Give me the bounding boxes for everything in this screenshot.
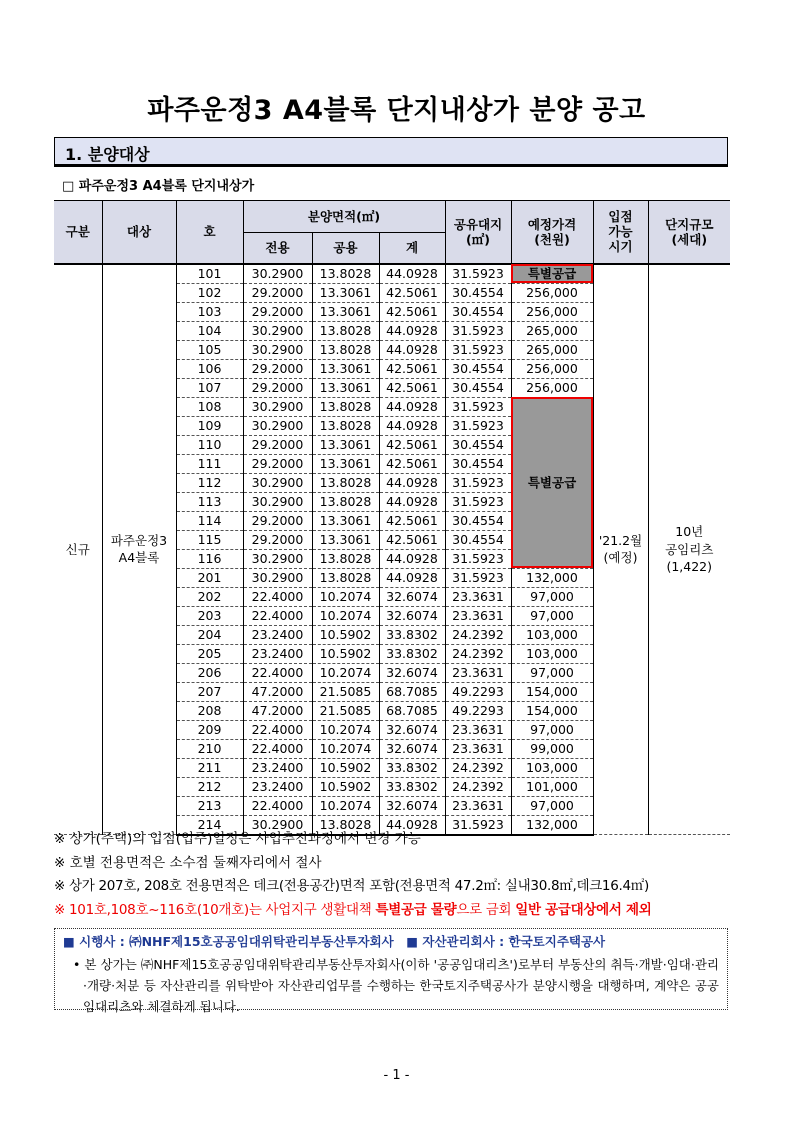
cell-price: 97,000 — [511, 720, 593, 739]
cell-common: 13.8028 — [312, 568, 379, 587]
cell-ho: 108 — [176, 397, 243, 416]
cell-land: 31.5923 — [445, 549, 511, 568]
red-note — [54, 899, 652, 923]
cell-total: 44.0928 — [379, 815, 445, 835]
cell-price: 154,000 — [511, 701, 593, 720]
cell-price-special-block: 특별공급 — [511, 397, 593, 568]
header-total: 계 — [379, 233, 445, 264]
cell-ho: 114 — [176, 511, 243, 530]
cell-land: 31.5923 — [445, 397, 511, 416]
cell-exclusive: 30.2900 — [243, 397, 312, 416]
cell-total: 68.7085 — [379, 701, 445, 720]
cell-land: 24.2392 — [445, 625, 511, 644]
cell-ho: 210 — [176, 739, 243, 758]
cell-ho: 107 — [176, 378, 243, 397]
cell-price-special: 특별공급 — [511, 264, 593, 284]
cell-common: 10.2074 — [312, 720, 379, 739]
cell-price: 97,000 — [511, 663, 593, 682]
cell-ho: 101 — [176, 264, 243, 284]
cell-exclusive: 30.2900 — [243, 815, 312, 835]
red-note-part4: 일반 공급대상에서 제외 — [515, 901, 652, 918]
cell-price: 256,000 — [511, 378, 593, 397]
units-table-body — [54, 264, 730, 835]
cell-exclusive: 47.2000 — [243, 682, 312, 701]
red-note-part3: 으로 금회 — [456, 901, 516, 918]
header-move-in: 입점 가능 시기 — [593, 201, 648, 264]
cell-price: 103,000 — [511, 625, 593, 644]
red-note-part2: 특별공급 물량 — [375, 901, 457, 918]
cell-total: 42.5061 — [379, 530, 445, 549]
cell-price: 99,000 — [511, 739, 593, 758]
cell-exclusive: 29.2000 — [243, 283, 312, 302]
cell-total: 42.5061 — [379, 359, 445, 378]
cell-common: 13.3061 — [312, 283, 379, 302]
cell-land: 23.3631 — [445, 796, 511, 815]
cell-exclusive: 29.2000 — [243, 302, 312, 321]
cell-land: 23.3631 — [445, 663, 511, 682]
cell-ho: 212 — [176, 777, 243, 796]
cell-price: 103,000 — [511, 758, 593, 777]
cell-price: 265,000 — [511, 340, 593, 359]
cell-ho: 211 — [176, 758, 243, 777]
section-heading: 1. 분양대상 — [54, 137, 728, 167]
cell-exclusive: 23.2400 — [243, 777, 312, 796]
cell-price: 103,000 — [511, 644, 593, 663]
cell-land: 31.5923 — [445, 473, 511, 492]
cell-scale: 10년 공임리츠 (1,422) — [648, 264, 730, 835]
cell-total: 68.7085 — [379, 682, 445, 701]
cell-exclusive: 30.2900 — [243, 568, 312, 587]
cell-total: 44.0928 — [379, 321, 445, 340]
cell-land: 30.4554 — [445, 454, 511, 473]
table-row — [54, 264, 730, 284]
cell-exclusive: 29.2000 — [243, 359, 312, 378]
header-price: 예정가격 (천원) — [511, 201, 593, 264]
cell-price: 101,000 — [511, 777, 593, 796]
cell-exclusive: 29.2000 — [243, 454, 312, 473]
cell-exclusive: 22.4000 — [243, 739, 312, 758]
cell-common: 13.3061 — [312, 359, 379, 378]
cell-common: 21.5085 — [312, 682, 379, 701]
cell-price: 97,000 — [511, 587, 593, 606]
cell-common: 13.8028 — [312, 340, 379, 359]
cell-ho: 111 — [176, 454, 243, 473]
cell-ho: 109 — [176, 416, 243, 435]
note-1: ※ 상가(주택)의 입점(입주)일정은 사업추진과정에서 변경 가능 — [54, 831, 421, 847]
cell-total: 44.0928 — [379, 397, 445, 416]
cell-total: 42.5061 — [379, 511, 445, 530]
cell-common: 10.2074 — [312, 606, 379, 625]
cell-price: 256,000 — [511, 302, 593, 321]
cell-ho: 214 — [176, 815, 243, 835]
cell-common: 10.5902 — [312, 758, 379, 777]
cell-exclusive: 30.2900 — [243, 492, 312, 511]
cell-land: 24.2392 — [445, 644, 511, 663]
cell-land: 31.5923 — [445, 321, 511, 340]
cell-ho: 106 — [176, 359, 243, 378]
cell-total: 44.0928 — [379, 473, 445, 492]
cell-common: 10.5902 — [312, 777, 379, 796]
cell-land: 24.2392 — [445, 758, 511, 777]
cell-land: 31.5923 — [445, 492, 511, 511]
cell-total: 44.0928 — [379, 549, 445, 568]
cell-common: 10.2074 — [312, 587, 379, 606]
cell-total: 42.5061 — [379, 435, 445, 454]
cell-total: 44.0928 — [379, 416, 445, 435]
cell-common: 13.8028 — [312, 416, 379, 435]
page-title: 파주운정3 A4블록 단지내상가 분양 공고 — [147, 95, 646, 126]
operator-body: • 본 상가는 ㈜NHF제15호공공임대위탁관리부동산투자회사(이하 '공공임대리츠')로부터 부동산의 취득·개발·임대·관리·개량·처분 등 자산관리를 위탁받아 자산관리업무를 수행하는 한국토지주택공사가 분양시행을 대행하며, 계약은 공공임대리츠와 체결하게 됩니다. — [73, 957, 719, 1014]
cell-land: 30.4554 — [445, 359, 511, 378]
header-common: 공용 — [312, 233, 379, 264]
note-3: ※ 상가 207호, 208호 전용면적은 데크(전용공간)면적 포함(전용면적 47.2㎡: 실내30.8㎡,데크16.4㎡) — [54, 878, 649, 894]
cell-total: 33.8302 — [379, 758, 445, 777]
cell-ho: 115 — [176, 530, 243, 549]
cell-land: 31.5923 — [445, 568, 511, 587]
cell-total: 42.5061 — [379, 302, 445, 321]
cell-common: 13.3061 — [312, 454, 379, 473]
cell-total: 32.6074 — [379, 606, 445, 625]
cell-total: 32.6074 — [379, 587, 445, 606]
header-exclusive: 전용 — [243, 233, 312, 264]
cell-common: 13.8028 — [312, 397, 379, 416]
cell-land: 49.2293 — [445, 682, 511, 701]
cell-land: 30.4554 — [445, 511, 511, 530]
note-2: ※ 호별 전용면적은 소수점 둘째자리에서 절사 — [54, 854, 322, 871]
cell-total: 32.6074 — [379, 720, 445, 739]
cell-total: 32.6074 — [379, 663, 445, 682]
cell-land: 23.3631 — [445, 720, 511, 739]
cell-land: 30.4554 — [445, 378, 511, 397]
cell-ho: 103 — [176, 302, 243, 321]
cell-common: 13.8028 — [312, 549, 379, 568]
page-number: - 1 - — [383, 1068, 410, 1083]
cell-price: 256,000 — [511, 359, 593, 378]
cell-target: 파주운정3 A4블록 — [102, 264, 176, 835]
cell-total: 44.0928 — [379, 568, 445, 587]
cell-move-in: '21.2월 (예정) — [593, 264, 648, 835]
cell-common: 13.3061 — [312, 378, 379, 397]
cell-ho: 203 — [176, 606, 243, 625]
cell-exclusive: 30.2900 — [243, 416, 312, 435]
cell-land: 30.4554 — [445, 530, 511, 549]
cell-exclusive: 30.2900 — [243, 340, 312, 359]
cell-common: 21.5085 — [312, 701, 379, 720]
cell-total: 32.6074 — [379, 739, 445, 758]
cell-total: 42.5061 — [379, 378, 445, 397]
cell-price: 97,000 — [511, 796, 593, 815]
cell-common: 13.8028 — [312, 815, 379, 835]
cell-land: 30.4554 — [445, 283, 511, 302]
cell-common: 13.3061 — [312, 435, 379, 454]
cell-exclusive: 23.2400 — [243, 625, 312, 644]
cell-common: 10.2074 — [312, 663, 379, 682]
cell-common: 13.8028 — [312, 321, 379, 340]
cell-common: 10.2074 — [312, 739, 379, 758]
cell-land: 23.3631 — [445, 739, 511, 758]
cell-price: 265,000 — [511, 321, 593, 340]
cell-total: 44.0928 — [379, 492, 445, 511]
header-land: 공유대지 (㎡) — [445, 201, 511, 264]
cell-price: 132,000 — [511, 568, 593, 587]
header-area: 분양면적(㎡) — [243, 201, 445, 233]
cell-ho: 208 — [176, 701, 243, 720]
cell-exclusive: 30.2900 — [243, 264, 312, 284]
cell-price: 97,000 — [511, 606, 593, 625]
notes — [54, 828, 652, 922]
cell-common: 13.8028 — [312, 264, 379, 284]
cell-exclusive: 30.2900 — [243, 473, 312, 492]
cell-land: 31.5923 — [445, 815, 511, 835]
red-note-part1: ※ 101호,108호~116호(10개호)는 사업지구 생활대책 — [54, 901, 376, 918]
cell-land: 30.4554 — [445, 302, 511, 321]
cell-total: 33.8302 — [379, 777, 445, 796]
cell-common: 10.5902 — [312, 625, 379, 644]
cell-exclusive: 23.2400 — [243, 758, 312, 777]
cell-common: 13.3061 — [312, 530, 379, 549]
cell-ho: 207 — [176, 682, 243, 701]
cell-common: 13.8028 — [312, 492, 379, 511]
cell-land: 49.2293 — [445, 701, 511, 720]
cell-common: 13.3061 — [312, 511, 379, 530]
cell-ho: 116 — [176, 549, 243, 568]
cell-total: 44.0928 — [379, 340, 445, 359]
cell-land: 31.5923 — [445, 416, 511, 435]
cell-exclusive: 29.2000 — [243, 435, 312, 454]
cell-exclusive: 22.4000 — [243, 606, 312, 625]
cell-ho: 202 — [176, 587, 243, 606]
cell-ho: 102 — [176, 283, 243, 302]
cell-land: 23.3631 — [445, 606, 511, 625]
header-gubun: 구분 — [54, 201, 102, 264]
cell-price: 256,000 — [511, 283, 593, 302]
cell-exclusive: 30.2900 — [243, 321, 312, 340]
cell-exclusive: 30.2900 — [243, 549, 312, 568]
cell-ho: 205 — [176, 644, 243, 663]
cell-exclusive: 29.2000 — [243, 530, 312, 549]
cell-ho: 206 — [176, 663, 243, 682]
cell-total: 42.5061 — [379, 283, 445, 302]
cell-total: 33.8302 — [379, 644, 445, 663]
cell-ho: 110 — [176, 435, 243, 454]
cell-land: 24.2392 — [445, 777, 511, 796]
cell-ho: 113 — [176, 492, 243, 511]
cell-total: 44.0928 — [379, 264, 445, 284]
cell-exclusive: 29.2000 — [243, 511, 312, 530]
cell-land: 30.4554 — [445, 435, 511, 454]
cell-ho: 105 — [176, 340, 243, 359]
cell-ho: 213 — [176, 796, 243, 815]
cell-exclusive: 22.4000 — [243, 587, 312, 606]
subheading: □ 파주운정3 A4블록 단지내상가 — [62, 179, 255, 194]
cell-total: 33.8302 — [379, 625, 445, 644]
cell-land: 31.5923 — [445, 264, 511, 284]
units-table — [54, 200, 730, 836]
cell-ho: 104 — [176, 321, 243, 340]
operator-heading: ■ 시행사 : ㈜NHF제15호공공임대위탁관리부동산투자회사 ■ 자산관리회사 : 한국토지주택공사 — [63, 934, 606, 949]
header-target: 대상 — [102, 201, 176, 264]
cell-ho: 209 — [176, 720, 243, 739]
cell-exclusive: 47.2000 — [243, 701, 312, 720]
cell-price: 154,000 — [511, 682, 593, 701]
cell-ho: 201 — [176, 568, 243, 587]
cell-exclusive: 22.4000 — [243, 720, 312, 739]
cell-land: 23.3631 — [445, 587, 511, 606]
cell-common: 10.2074 — [312, 796, 379, 815]
cell-ho: 204 — [176, 625, 243, 644]
cell-total: 42.5061 — [379, 454, 445, 473]
header-scale: 단지규모 (세대) — [648, 201, 730, 264]
cell-gubun: 신규 — [54, 264, 102, 835]
header-ho: 호 — [176, 201, 243, 264]
operator-box — [54, 928, 728, 1014]
cell-common: 13.3061 — [312, 302, 379, 321]
cell-exclusive: 23.2400 — [243, 644, 312, 663]
cell-exclusive: 29.2000 — [243, 378, 312, 397]
cell-land: 31.5923 — [445, 340, 511, 359]
cell-total: 32.6074 — [379, 796, 445, 815]
cell-exclusive: 22.4000 — [243, 796, 312, 815]
cell-common: 10.5902 — [312, 644, 379, 663]
cell-ho: 112 — [176, 473, 243, 492]
cell-exclusive: 22.4000 — [243, 663, 312, 682]
cell-price: 132,000 — [511, 815, 593, 835]
cell-common: 13.8028 — [312, 473, 379, 492]
